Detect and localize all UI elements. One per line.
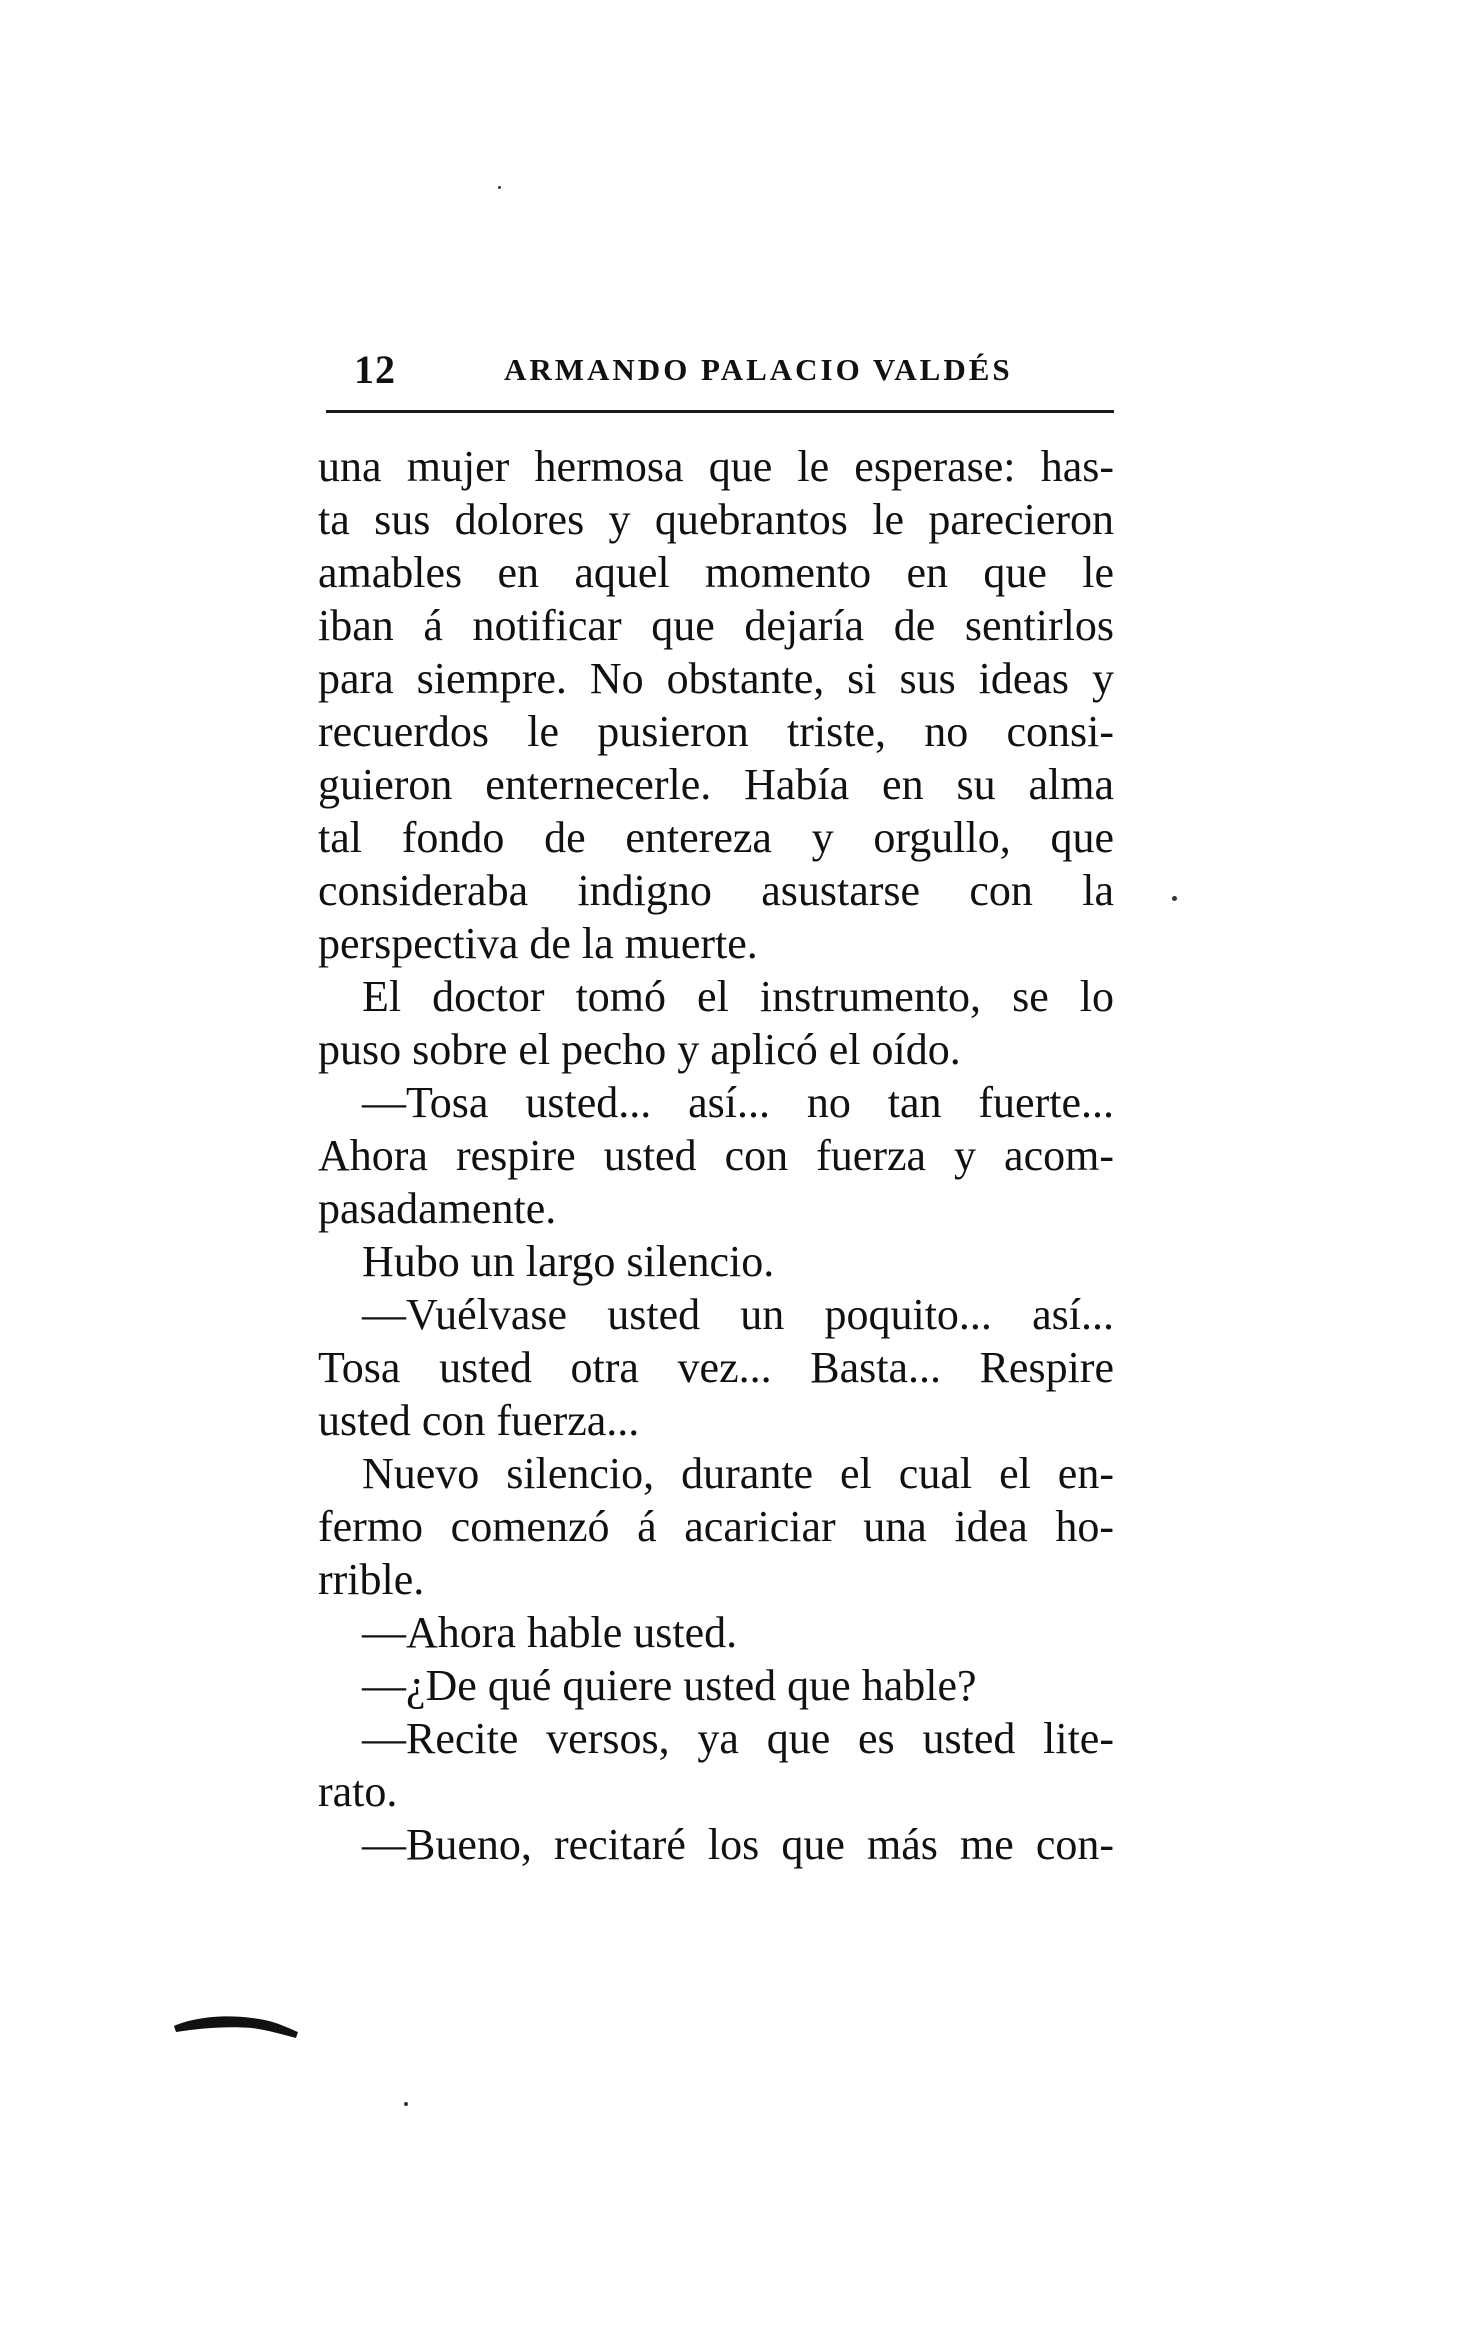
text-line: fermo comenzó á acariciar una idea ho-	[318, 1502, 1114, 1551]
text-line: recuerdos le pusieron triste, no consi-	[318, 707, 1114, 756]
text-line: una mujer hermosa que le esperase: has-	[318, 442, 1114, 491]
text-line: consideraba indigno asustarse con la	[318, 866, 1114, 915]
text-line: rato.	[318, 1767, 398, 1816]
text-line: —Tosa usted... así... no tan fuerte...	[362, 1078, 1114, 1127]
text-line: Tosa usted otra vez... Basta... Respire	[318, 1343, 1114, 1392]
text-line: pasadamente.	[318, 1184, 557, 1233]
text-line: para siempre. No obstante, si sus ideas y	[318, 654, 1114, 703]
speck-mark	[404, 2102, 408, 2106]
text-line: tal fondo de entereza y orgullo, que	[318, 813, 1114, 862]
text-line: Hubo un largo silencio.	[362, 1237, 775, 1286]
text-line: perspectiva de la muerte.	[318, 919, 758, 968]
text-line: El doctor tomó el instrumento, se lo	[362, 972, 1114, 1021]
text-line: rrible.	[318, 1555, 425, 1604]
speck-mark	[498, 186, 501, 189]
header-rule	[326, 410, 1114, 413]
page-header	[318, 340, 1112, 400]
text-line: guieron enternecerle. Había en su alma	[318, 760, 1114, 809]
ink-smudge	[172, 2008, 302, 2044]
text-line: puso sobre el pecho y aplicó el oído.	[318, 1025, 961, 1074]
text-line: amables en aquel momento en que le	[318, 548, 1114, 597]
text-line: Nuevo silencio, durante el cual el en-	[362, 1449, 1114, 1498]
text-line: —Ahora hable usted.	[362, 1608, 738, 1657]
speck-mark	[1172, 896, 1177, 901]
text-line: —¿De qué quiere usted que hable?	[362, 1661, 977, 1710]
text-line: —Recite versos, ya que es usted lite-	[362, 1714, 1114, 1763]
text-line: —Vuélvase usted un poquito... así...	[362, 1290, 1114, 1339]
page-number: 12	[354, 347, 396, 392]
body-text	[318, 440, 1114, 1871]
text-line: ta sus dolores y quebrantos le parecieron	[318, 495, 1114, 544]
text-line: iban á notificar que dejaría de sentirlos	[318, 601, 1114, 650]
text-line: —Bueno, recitaré los que más me con-	[362, 1820, 1114, 1869]
text-line: Ahora respire usted con fuerza y acom-	[318, 1131, 1114, 1180]
text-line: usted con fuerza...	[318, 1396, 640, 1445]
running-head: ARMANDO PALACIO VALDÉS	[504, 352, 1013, 387]
